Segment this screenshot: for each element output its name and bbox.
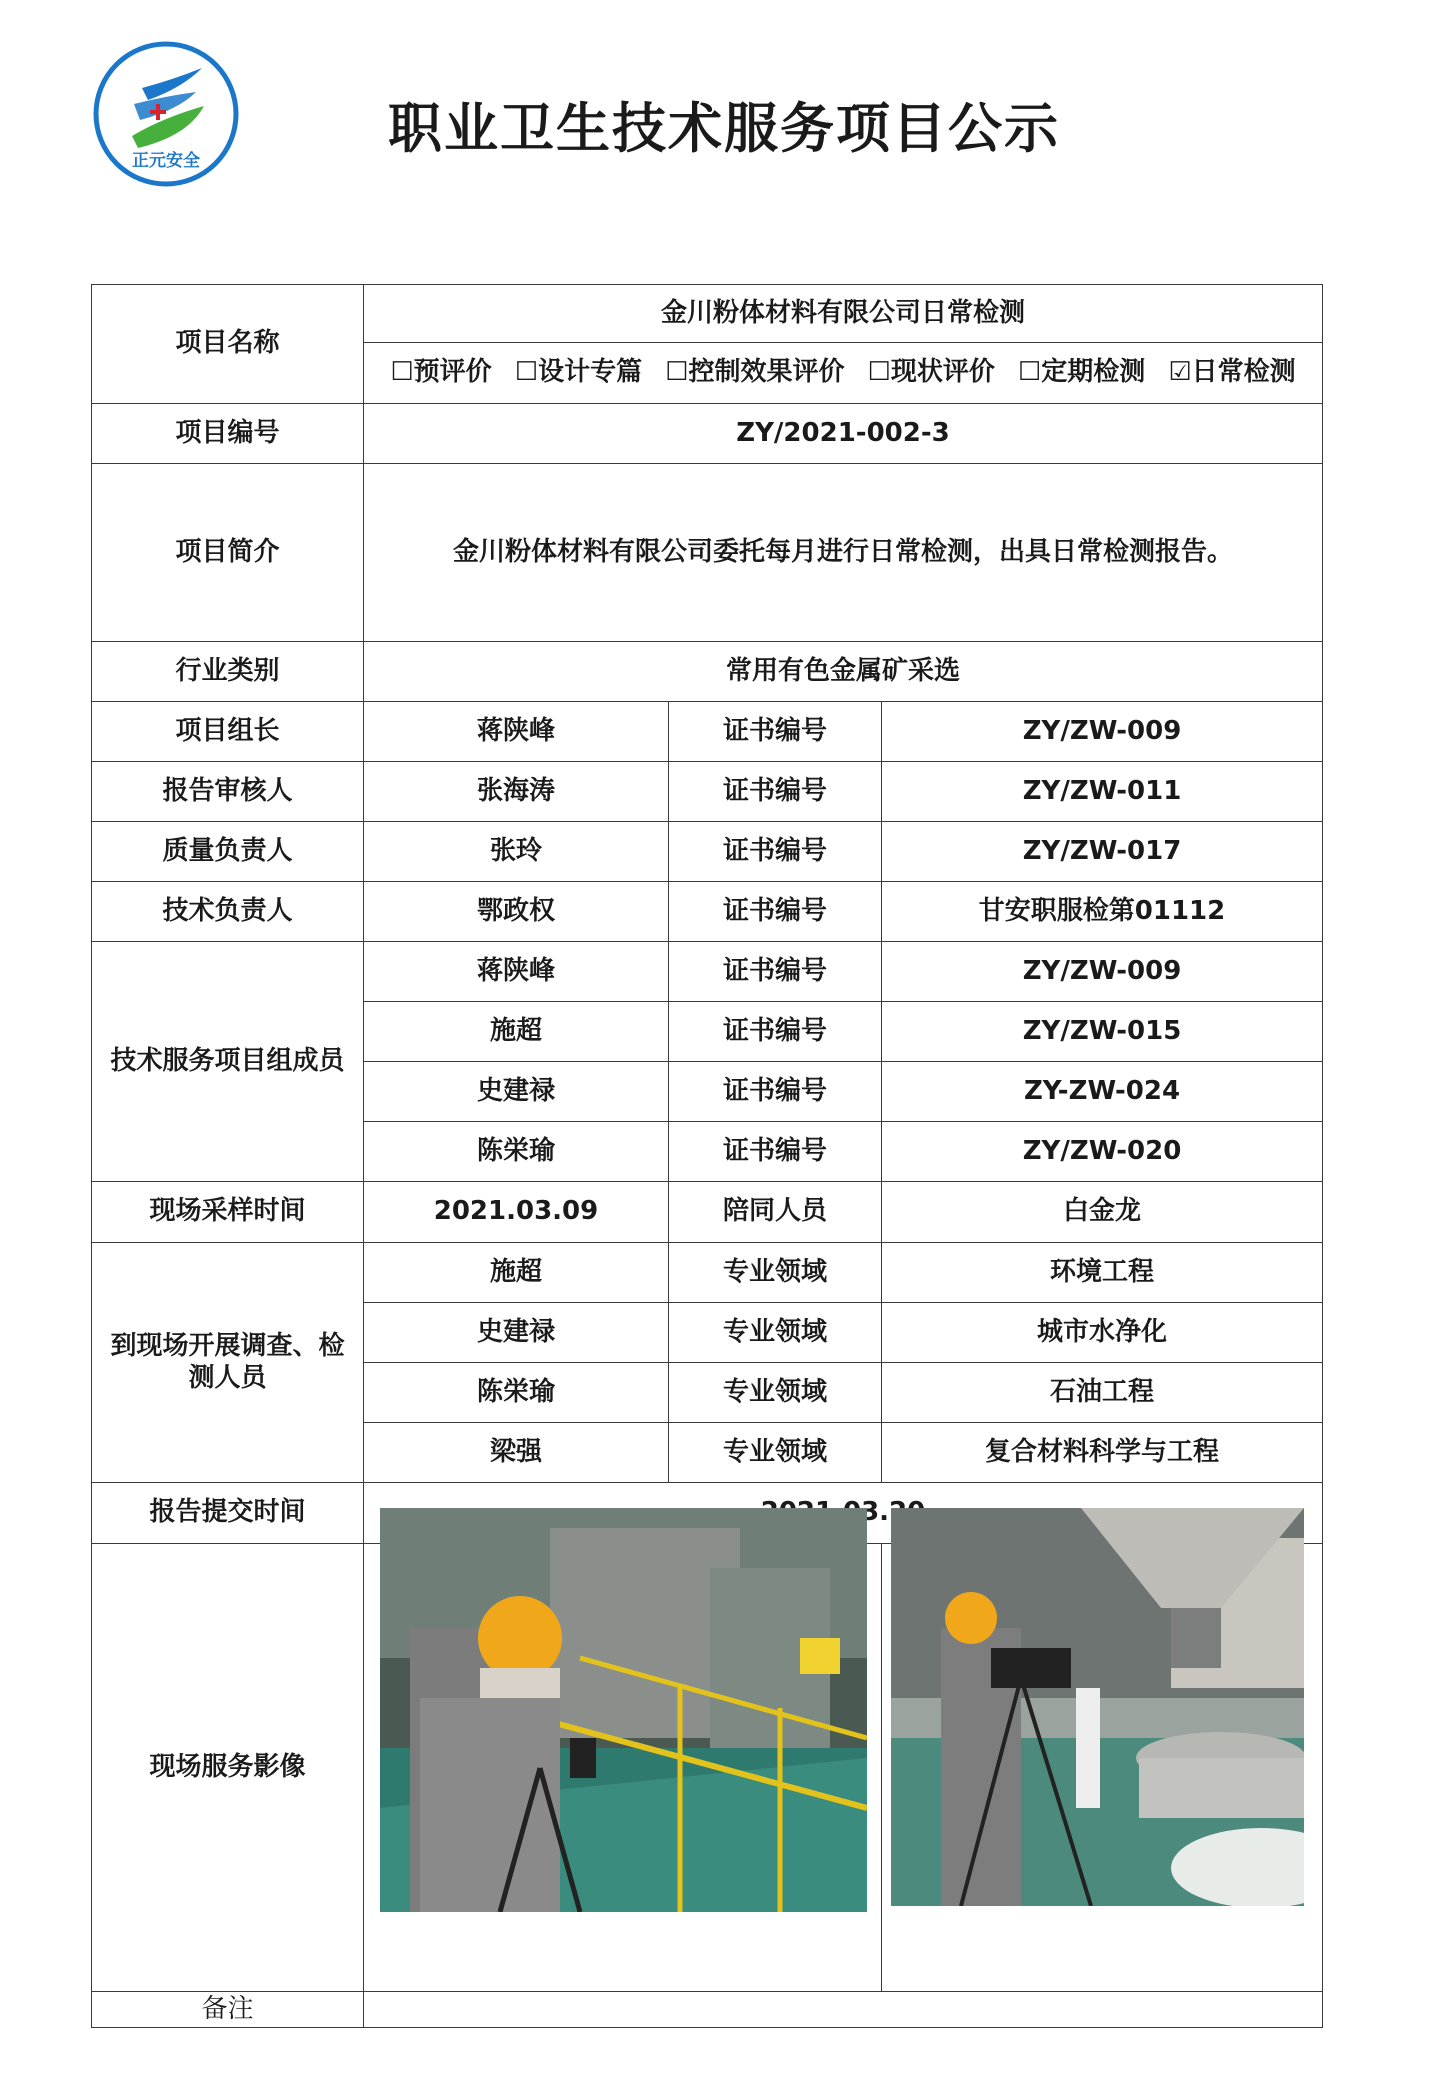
report-time-label: 报告提交时间 xyxy=(92,1483,364,1544)
option-control-effect: ☐控制效果评价 xyxy=(665,357,845,388)
logo-text: 正元安全 xyxy=(132,151,200,171)
checkbox-icon: ☐ xyxy=(390,357,414,388)
cert-label: 证书编号 xyxy=(669,882,882,942)
project-number-value: ZY/2021-002-3 xyxy=(364,404,1323,464)
cert-label: 证书编号 xyxy=(669,1002,882,1062)
checkbox-icon: ☐ xyxy=(867,357,891,388)
images-label: 现场服务影像 xyxy=(92,1544,364,1992)
industry-value: 常用有色金属矿采选 xyxy=(364,642,1323,702)
sampling-date: 2021.03.09 xyxy=(364,1182,669,1243)
staff-name: 梁强 xyxy=(364,1423,669,1483)
cert-number: ZY/ZW-017 xyxy=(882,822,1323,882)
role-label: 报告审核人 xyxy=(92,762,364,822)
member-name: 史建禄 xyxy=(364,1062,669,1122)
option-design: ☐设计专篇 xyxy=(514,357,643,388)
companion-name: 白金龙 xyxy=(882,1182,1323,1243)
cert-number: ZY/ZW-020 xyxy=(882,1122,1323,1182)
cert-number: ZY/ZW-011 xyxy=(882,762,1323,822)
role-label: 项目组长 xyxy=(92,702,364,762)
checked-checkbox-icon: ☑ xyxy=(1168,357,1192,388)
companion-label: 陪同人员 xyxy=(669,1182,882,1243)
evaluation-type-options xyxy=(364,343,1323,404)
project-number-label: 项目编号 xyxy=(92,404,364,464)
cert-number: ZY/ZW-009 xyxy=(882,942,1323,1002)
project-intro-value: 金川粉体材料有限公司委托每月进行日常检测，出具日常检测报告。 xyxy=(364,464,1323,642)
field-value: 环境工程 xyxy=(882,1243,1323,1303)
option-status-evaluation: ☐现状评价 xyxy=(867,357,995,388)
member-name: 蒋陕峰 xyxy=(364,942,669,1002)
checkbox-icon: ☐ xyxy=(1017,357,1042,388)
cert-label: 证书编号 xyxy=(669,702,882,762)
field-value: 石油工程 xyxy=(882,1363,1323,1423)
member-name: 施超 xyxy=(364,1002,669,1062)
field-label: 专业领域 xyxy=(669,1243,882,1303)
staff-name: 陈栄瑜 xyxy=(364,1363,669,1423)
person-name: 张海涛 xyxy=(364,762,669,822)
checkbox-icon: ☐ xyxy=(514,357,539,388)
project-intro-label: 项目简介 xyxy=(92,464,364,642)
page-title: 职业卫生技术服务项目公示 xyxy=(388,97,1060,160)
note-value xyxy=(364,1992,1323,2028)
sampling-time-label: 现场采样时间 xyxy=(92,1182,364,1243)
field-label: 专业领域 xyxy=(669,1303,882,1363)
field-staff-label: 到现场开展调查、检测人员 xyxy=(92,1243,364,1483)
field-value: 复合材料科学与工程 xyxy=(882,1423,1323,1483)
person-name: 张玲 xyxy=(364,822,669,882)
field-label: 专业领域 xyxy=(669,1363,882,1423)
role-label: 技术负责人 xyxy=(92,882,364,942)
field-label: 专业领域 xyxy=(669,1423,882,1483)
staff-name: 施超 xyxy=(364,1243,669,1303)
cert-label: 证书编号 xyxy=(669,762,882,822)
cert-label: 证书编号 xyxy=(669,942,882,1002)
member-name: 陈栄瑜 xyxy=(364,1122,669,1182)
role-label: 质量负责人 xyxy=(92,822,364,882)
staff-name: 史建禄 xyxy=(364,1303,669,1363)
option-pre-evaluation: ☐预评价 xyxy=(390,357,492,388)
checkbox-icon: ☐ xyxy=(665,357,689,388)
cert-label: 证书编号 xyxy=(669,1122,882,1182)
person-name: 蒋陕峰 xyxy=(364,702,669,762)
cert-number: ZY/ZW-009 xyxy=(882,702,1323,762)
team-label: 技术服务项目组成员 xyxy=(92,942,364,1182)
cert-number: 甘安职服检第01112 xyxy=(882,882,1323,942)
option-daily-test: ☑日常检测 xyxy=(1168,357,1296,388)
site-photo-right xyxy=(891,1508,1304,1906)
person-name: 鄂政权 xyxy=(364,882,669,942)
field-value: 城市水净化 xyxy=(882,1303,1323,1363)
project-name-label: 项目名称 xyxy=(92,285,364,404)
project-name-value: 金川粉体材料有限公司日常检测 xyxy=(364,285,1323,343)
cert-label: 证书编号 xyxy=(669,1062,882,1122)
note-label: 备注 xyxy=(92,1992,364,2028)
cert-number: ZY/ZW-015 xyxy=(882,1002,1323,1062)
site-photo-left xyxy=(380,1508,867,1912)
industry-label: 行业类别 xyxy=(92,642,364,702)
cert-number: ZY-ZW-024 xyxy=(882,1062,1323,1122)
option-periodic-test: ☐定期检测 xyxy=(1017,357,1146,388)
cert-label: 证书编号 xyxy=(669,822,882,882)
